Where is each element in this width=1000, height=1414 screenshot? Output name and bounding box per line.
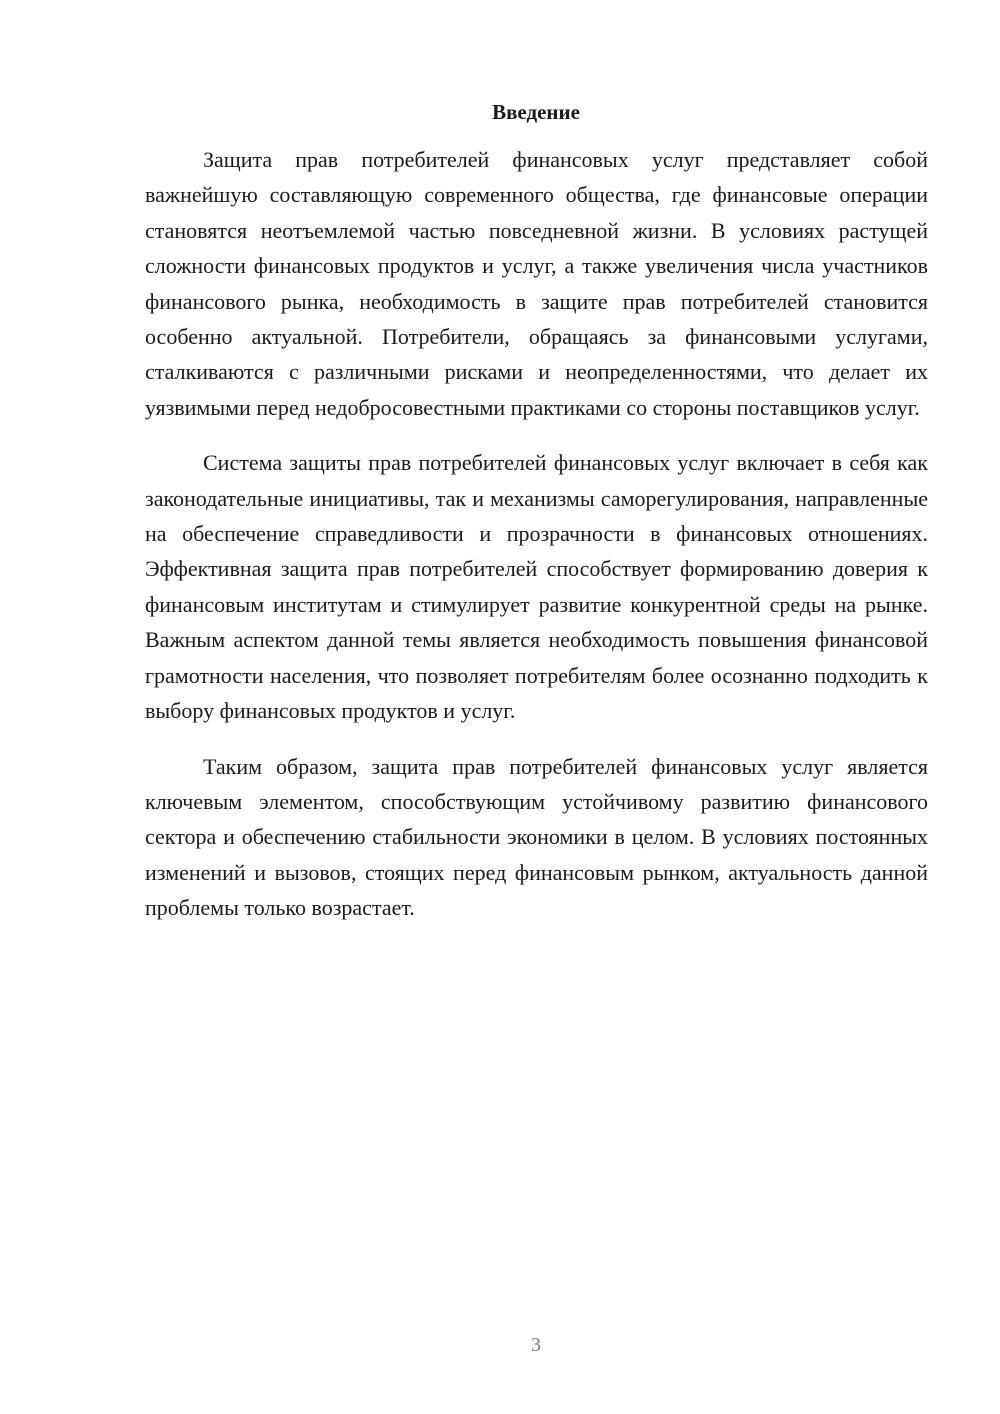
body-text: [145, 142, 928, 946]
paragraph-1: Защита прав потребителей финансовых услуг представляет собой важнейшую составляющую современного общества, где финансовые операции становятся неотъемлемой частью повседневной жизни. В условиях растущей сложности финансовых продуктов и услуг, а также увеличения числа участников финансового рынка, необходимость в защите прав потребителей становится особенно актуальной. Потребители, обращаясь за финансовыми услугами, сталкиваются с различными рисками и неопределенностями, что делает их уязвимыми перед недобросовестными практиками со стороны поставщиков услуг.: [145, 147, 928, 420]
paragraph-2: Система защиты прав потребителей финансовых услуг включает в себя как законодательные инициативы, так и механизмы саморегулирования, направленные на обеспечение справедливости и прозрачности в финансовых отношениях. Эффективная защита прав потребителей способствует формированию доверия к финансовым институтам и стимулирует развитие конкурентной среды на рынке. Важным аспектом данной темы является необходимость повышения финансовой грамотности населения, что позволяет потребителям более осознанно подходить к выбору финансовых продуктов и услуг.: [145, 450, 928, 724]
paragraph-3: Таким образом, защита прав потребителей финансовых услуг является ключевым элементом, способствующим устойчивому развитию финансового сектора и обеспечению стабильности экономики в целом. В условиях постоянных изменений и вызовов, стоящих перед финансовым рынком, актуальность данной проблемы только возрастает.: [145, 753, 928, 921]
section-heading: Введение: [492, 100, 580, 124]
page-number: 3: [531, 1334, 541, 1356]
